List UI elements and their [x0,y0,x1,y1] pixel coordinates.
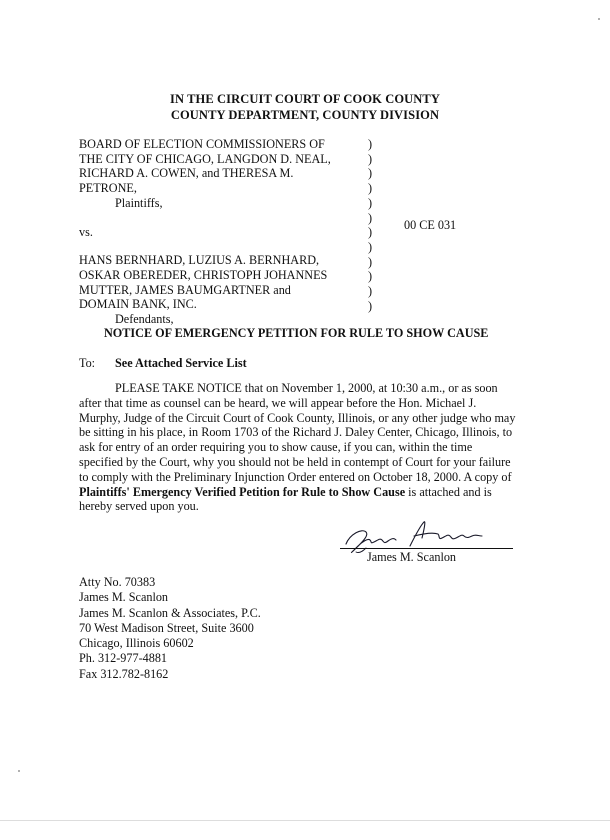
caption-paren: ) [368,239,373,254]
plaintiffs-role: Plaintiffs, [115,195,163,210]
body-line: ask for entry of an order requiring you to show cause, if you can, within the time [79,440,473,455]
plaintiff-line: RICHARD A. COWEN, and THERESA M. [79,166,294,181]
caption-paren: ) [368,298,373,313]
plaintiff-line: THE CITY OF CHICAGO, LANGDON D. NEAL, [79,151,331,166]
notice-body [79,381,519,514]
caption-paren: ) [368,269,373,284]
defendants-role: Defendants, [115,312,174,327]
defendant-line: DOMAIN BANK, INC. [79,297,197,312]
caption-parentheses [368,137,372,313]
court-name: IN THE CIRCUIT COURT OF COOK COUNTY [170,92,440,106]
body-line-tail: is attached and is [405,484,492,499]
versus-label: vs. [79,224,93,239]
notice-title: NOTICE OF EMERGENCY PETITION FOR RULE TO SHOW CAUSE [104,326,489,340]
defendant-line: OSKAR OBEREDER, CHRISTOPH JOHANNES [79,267,328,282]
caption-paren: ) [368,225,373,240]
body-line: to comply with the Preliminary Injunction Order entered on October 18, 2000. A copy of [79,469,512,484]
city-state-zip: Chicago, Illinois 60602 [79,636,194,651]
service-list-reference: See Attached Service List [115,356,247,370]
phone-number: Ph. 312-977-4881 [79,651,168,666]
to-label: To: [79,356,96,370]
caption-paren: ) [368,181,373,196]
signature-line [340,548,513,549]
law-firm: James M. Scanlon & Associates, P.C. [79,605,261,620]
plaintiff-line: PETRONE, [79,181,137,196]
caption-paren: ) [368,284,373,299]
defendant-line: HANS BERNHARD, LUZIUS A. BERNHARD, [79,253,320,268]
signer-name: James M. Scanlon [367,550,457,564]
body-line [79,485,519,500]
caption-paren: ) [368,254,373,269]
body-line: after that time as counsel can be heard, we will appear before the Hon. Michael J. [79,395,477,410]
caption-paren: ) [368,195,373,210]
scan-speck [18,770,20,772]
plaintiff-line: BOARD OF ELECTION COMMISSIONERS OF [79,137,325,151]
fax-number: Fax 312.782-8162 [79,666,169,681]
attorney-name: James M. Scanlon [79,590,169,605]
caption-paren: ) [368,166,373,181]
petition-title: Plaintiffs' Emergency Verified Petition for Rule to Show Cause [79,484,406,499]
caption-paren: ) [368,151,373,166]
defendant-line: MUTTER, JAMES BAUMGARTNER and [79,282,291,297]
caption-paren: ) [368,137,373,151]
body-line: be sitting in his place, in Room 1703 of the Richard J. Daley Center, Chicago, Illinois, to [79,425,513,440]
street-address: 70 West Madison Street, Suite 3600 [79,620,254,635]
attorney-number: Atty No. 70383 [79,575,156,589]
body-line: Murphy, Judge of the Circuit Court of Cook County, Illinois, or any other judge who may [79,410,516,425]
scan-speck [598,18,600,20]
body-line: PLEASE TAKE NOTICE that on November 1, 2000, at 10:30 a.m., or as soon [115,381,498,395]
case-caption-parties [79,137,369,327]
court-division: COUNTY DEPARTMENT, COUNTY DIVISION [170,108,440,122]
case-number: 00 CE 031 [404,218,457,232]
caption-paren: ) [368,210,373,225]
to-line [79,356,247,371]
body-line: specified by the Court, why you should not be held in contempt of Court for your failure [79,454,511,469]
scan-edge [0,820,610,821]
attorney-info [79,575,261,682]
signature-block [340,516,520,566]
body-line: hereby served upon you. [79,499,199,514]
